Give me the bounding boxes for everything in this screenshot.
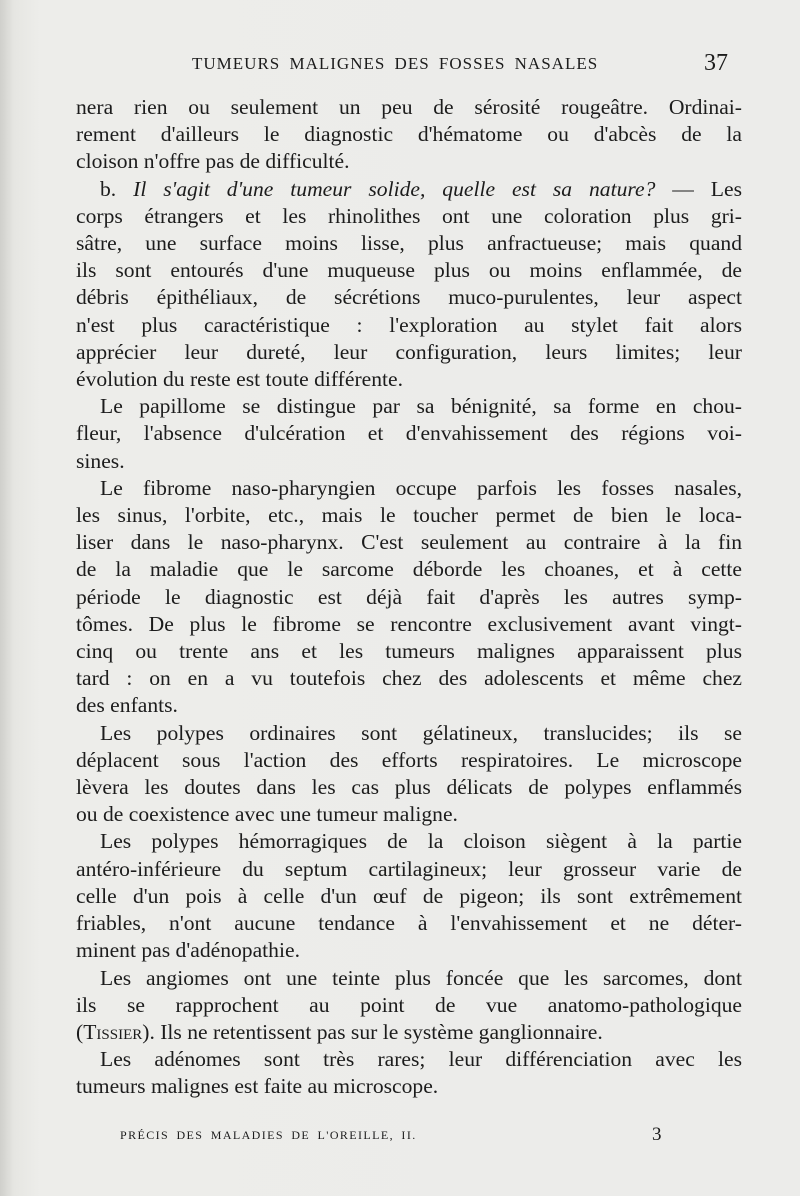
text-line: liser dans le naso-pharynx. C'est seulement au contraire à la fin bbox=[76, 530, 742, 555]
section-label: b. bbox=[100, 176, 117, 201]
text-line: débris épithéliaux, de sécrétions muco-purulentes, leur aspect bbox=[76, 285, 742, 310]
paragraph-hematome bbox=[76, 94, 742, 176]
paragraph-adenomes bbox=[76, 1046, 742, 1100]
text-line: Les angiomes ont une teinte plus foncée que les sarcomes, dont bbox=[100, 965, 742, 990]
text-line: corps étrangers et les rhinolithes ont une coloration plus gri- bbox=[76, 203, 742, 228]
text-line: lèvera les doutes dans les cas plus délicats de polypes enflammés bbox=[76, 775, 742, 800]
text-line: n'est plus caractéristique : l'exploration au stylet fait alors bbox=[76, 312, 742, 337]
text-line bbox=[76, 176, 742, 203]
text-line: Le papillome se distingue par sa bénignité, sa forme en chou- bbox=[100, 394, 742, 419]
signature-mark: 3 bbox=[652, 1124, 662, 1145]
text-line: apprécier leur dureté, leur configuration, leurs limites; leur bbox=[76, 339, 742, 364]
text-line: cloison n'offre pas de difficulté. bbox=[76, 149, 350, 174]
text-line: de la maladie que le sarcome déborde les choanes, et à cette bbox=[76, 557, 742, 582]
text-line: les sinus, l'orbite, etc., mais le toucher permet de bien le loca- bbox=[76, 503, 742, 528]
text-line: sines. bbox=[76, 448, 125, 473]
text-line: tard : on en a vu toutefois chez des adolescents et même chez bbox=[76, 666, 742, 691]
text-line: Les adénomes sont très rares; leur différenciation avec les bbox=[100, 1047, 742, 1072]
paragraph-polypes-hemorragiques bbox=[76, 828, 742, 964]
paragraph-angiomes bbox=[76, 965, 742, 1047]
text-line: Les polypes hémorragiques de la cloison siègent à la partie bbox=[100, 829, 742, 854]
text-line: des enfants. bbox=[76, 693, 178, 718]
text-line: nera rien ou seulement un peu de sérosité rougeâtre. Ordinai- bbox=[76, 95, 742, 119]
body-text bbox=[76, 94, 742, 1101]
author-name: Tissier bbox=[83, 1019, 143, 1044]
text-line: ils se rapprochent au point de vue anatomo-pathologique bbox=[76, 992, 742, 1017]
text-line: rement d'ailleurs le diagnostic d'hématome ou d'abcès de la bbox=[76, 122, 742, 147]
text-line: ils sont entourés d'une muqueuse plus ou moins enflammée, de bbox=[76, 258, 742, 283]
section-question: Il s'agit d'une tumeur solide, quelle est sa nature? bbox=[133, 176, 656, 201]
text-line: ou de coexistence avec une tumeur maligne. bbox=[76, 802, 458, 827]
text-line: Les polypes ordinaires sont gélatineux, translucides; ils se bbox=[100, 720, 742, 745]
text-line: friables, n'ont aucune tendance à l'envahissement et ne déter- bbox=[76, 911, 742, 936]
text-line: période le diagnostic est déjà fait d'après les autres symp- bbox=[76, 584, 742, 609]
text-line: cinq ou trente ans et les tumeurs malignes apparaissent plus bbox=[76, 639, 742, 664]
paragraph-fibrome bbox=[76, 475, 742, 720]
text-line: celle d'un pois à celle d'un œuf de pigeon; ils sont extrêmement bbox=[76, 883, 742, 908]
text-fragment: ( bbox=[76, 1019, 84, 1044]
page-footer bbox=[0, 1124, 800, 1148]
text-line: tômes. De plus le fibrome se rencontre exclusivement avant vingt- bbox=[76, 611, 742, 636]
text-line: Le fibrome naso-pharyngien occupe parfois les fosses nasales, bbox=[100, 475, 742, 500]
text-line: évolution du reste est toute différente. bbox=[76, 367, 404, 392]
text-line bbox=[76, 1019, 742, 1046]
paragraph-papillome bbox=[76, 393, 742, 475]
text-line: déplacent sous l'action des efforts respiratoires. Le microscope bbox=[76, 747, 742, 772]
text-line: sâtre, une surface moins lisse, plus anfractueuse; mais quand bbox=[76, 231, 742, 256]
paragraph-polypes-ordinaires bbox=[76, 720, 742, 829]
text-fragment: ). Ils ne retentissent pas sur le système ganglionnaire. bbox=[142, 1019, 603, 1044]
page-number: 37 bbox=[704, 50, 728, 76]
text-line: antéro-inférieure du septum cartilagineux; leur grosseur varie de bbox=[76, 856, 742, 881]
text-fragment: — Les bbox=[672, 176, 742, 201]
running-head bbox=[0, 50, 800, 84]
running-head-title: TUMEURS MALIGNES DES FOSSES NASALES bbox=[192, 54, 599, 73]
text-line: tumeurs malignes est faite au microscope. bbox=[76, 1074, 439, 1099]
text-line: fleur, l'absence d'ulcération et d'envahissement des régions voi- bbox=[76, 421, 742, 446]
text-line: minent pas d'adénopathie. bbox=[76, 938, 300, 963]
paragraph-tumeur-solide bbox=[76, 176, 742, 394]
footer-title: PRÉCIS DES MALADIES DE L'OREILLE, II. bbox=[120, 1128, 417, 1142]
